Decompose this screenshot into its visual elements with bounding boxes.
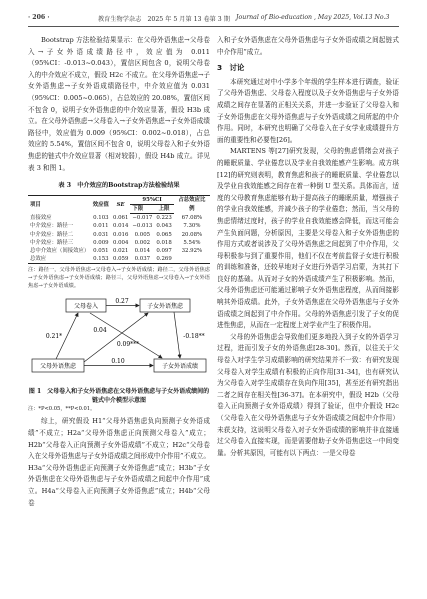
table-cell: 0.223 [156,215,172,222]
table-cell [174,255,210,264]
table-header-effect: 效应值 [91,195,111,213]
table-body [28,214,210,264]
table-header-lower: 下限 [130,204,154,213]
table-cell: 0.269 [156,256,172,263]
label-parent-anxiety: 父母外语焦虑 [39,363,77,371]
mediation-figure [28,294,210,386]
table-cell: 0.021 [112,247,129,254]
table-cell: 5.54% [183,239,201,246]
table-header-ci: 95%CI [130,195,173,204]
table-row [28,231,210,239]
label-child-anxiety: 子女外语焦虑 [146,303,184,311]
table-row [28,255,210,264]
table-cell: 0.051 [93,247,109,254]
right-column [217,35,399,459]
coef-top: 0.27 [115,298,129,306]
table-cell: 直接效应 [30,214,52,221]
section-heading-discussion: 3 讨论 [217,63,245,73]
mediation-diagram [28,294,210,386]
coef-bottom: 0.10 [111,358,125,366]
table-row [28,239,210,247]
table-cell: 0.065 [156,231,172,238]
arrow-inv-to-score [90,313,162,358]
figure-caption: 图 1 父母卷入和子女外语焦虑在父母外语焦虑与子女外语成绩间的链式中介模型示意图 [28,388,210,405]
table-cell: 32.92% [181,247,203,254]
arrow-panx-to-canx [84,313,148,362]
figure-note: 注：*P<0.05，**P<0.01。 [28,406,96,413]
table-cell: 0.103 [93,214,109,221]
paragraph-continued: 入和子女外语焦虑在父母外语焦虑与子女外语成绩之间起链式中介作用”成立。 [217,36,399,56]
table-cell: 总效应 [28,255,91,264]
journal-title-cn: 教育生物学杂志 2025 年 5 月第 13 卷第 3 期 [98,16,230,23]
table-header-ratio: 占总效应比例 [174,195,210,213]
table-header-se: SE [111,195,130,213]
table-cell: 中介效应：路径一 [30,223,74,230]
table-note: 注：路径一，父母外语焦虑→父母卷入→子女外语成绩；路径二，父母外语焦虑→子女外语焦虑→子女外语成绩；路径三，父母外语焦虑→父母卷入→子女外语焦虑→子女外语成绩。 [28,267,210,290]
table-title: 表 3 中介效应的Bootstrap方法检验结果 [58,182,180,190]
paragraph-discussion-1: 本研究通过对中小学多个年级的学生样本进行调查，验证了父母外语焦虑、父母卷入程度以及子女外语焦虑与子女外语成绩之间存在显著的正相关关系，并进一步验证了父母卷入和子女外语焦虑在父母外语焦虑与子女外语成绩之间所起的中介作用。同时，本研究也明确了父母卷入在子女学业成绩提升方面的重要性和必要性[26]。 [217,77,399,144]
label-child-score: 子女外语成绩 [161,363,199,371]
paragraph-discussion-3: 父母的外语焦虑会导致他们更多地投入到子女的外语学习过程，进而引发子女的外语焦虑[28-30]。然而，以往关于父母卷入对学生学习成绩影响的研究结果并不一致：有研究发现父母卷入对学生成绩有积极的正向作用[31-34]，也有研究认为父母卷入对学生成绩存在负向作用[35]，甚至还有研究指出二者之间存在相关性[36-37]。在本研究中，假设 H2b（父母卷入正向预测子女外语成绩）得到了验证，但中介假设 H2c（父母卷入在父母外语焦虑与子女外语成绩之间起中介作用）未获支持，这说明父母卷入对子女外语成绩的影响并非直接通过父母卷入直接实现，而是需要借助子女外语焦虑这一中间变量。分析其原因，可能有以下两点：一是父母卷 [217,332,399,457]
journal-title-en: Journal of Bio-education , May 2025, Vol.13 No.3 [236,14,390,21]
paragraph-discussion-2: MARTENS 等[27]研究发现，父母的焦虑情绪会对孩子的睡眠质量、学业倦怠以及学业自我效能感产生影响。成方琪[12]的研究则表明，教育焦虑和孩子的睡眠质量、学业倦怠以及学业自我效能感之间存在着一种倒 U 型关系。具体而言，适度的父母教育焦虑能够有助于提高孩子的睡眠质量，增强孩子的学业自我效能感，并减少孩子的学业倦怠；然而，当父母的焦虑情绪过度时，孩子的学业自我效能感会降低，而这可能会产生负面问题，分析原因，主要是父母卷入和子女外语焦虑的作用方式或者说涉及了父母外语焦虑之间起到了中介作用，父母积极参与到了重要作用，他们不仅在考前监督子女进行积极的训练和准备，还较早地对子女进行外语学习启蒙，为其打下良好的基础。从而对子女的外语成绩产生了积极影响。然而，父母外语焦虑还可能通过影响子女外语焦虑程度，从而间接影响其外语成绩。此外，子女外语焦虑在父母外语焦虑与子女外语成绩之间起到了中介作用。父母的外语焦虑引发了子女的促进性焦虑，从而在一定程度上对学业产生了积极作用。 [217,147,399,330]
table-cell: 0.097 [156,247,172,254]
table-header-path: 项目 [28,195,91,213]
table-cell: 0.005 [134,231,151,238]
coef-right: -0.18** [183,333,205,341]
table-cell: 0.016 [112,231,129,238]
table-cell: 0.011 [93,223,109,230]
table-cell: 0.043 [156,223,172,230]
table-cell: 0.014 [112,223,129,230]
table-cell: 0.059 [112,256,129,263]
table-row [28,214,210,223]
running-header [28,12,399,26]
table-cell: 67.08% [181,214,203,221]
coef-mid2: 0.09*** [116,341,140,349]
table-cell: 0.014 [134,247,151,254]
header-rule [28,26,399,27]
table-row [28,222,210,230]
table-cell: 0.009 [93,239,109,246]
paragraph-bootstrap-results: Bootstrap 方法检验结果显示：在父母外语焦虑→父母卷入→子女外语成绩路径中，效应值为 0.011（95%CI：-0.013~0.043），置信区间包含 0，说明父母卷入的中介效应不成立，假设 H2c 不成立。在父母外语焦虑→子女外语焦虑→子女外语成绩路径中，中介效应值为 0.031（95%CI：0.005~0.065），占总效应的 20.08%，置信区间不包含 0，说明子女外语焦虑的中介效应显著，假设 H3b 成立。在父母外语焦虑→父母卷入→子女外语焦虑→子女外语成绩路径中，效应值为 0.009（95%CI：0.002~0.018），占总效应的 5.54%，置信区间不包含 0，说明父母卷入和子女外语焦虑的链式中介效应显著（相对较弱），假设 H4b 成立。详见表 3 和图 1。 [28,36,210,172]
left-column [28,35,210,509]
table-cell: −0.017 [132,215,153,222]
table-cell: 7.30% [183,223,201,230]
table-row [28,247,210,255]
table-cell: −0.013 [132,223,153,230]
table-cell: 总中介效应（间接效应） [30,247,90,254]
table-cell: 0.031 [93,231,109,238]
table-cell: 0.002 [134,239,151,246]
paragraph-summary: 综上，研究假设 H1“父母外语焦虑负向预测子女外语成绩”不成立；H2a“父母外语焦虑正向预测父母卷入”成立；H2b“父母卷入正向预测子女外语成绩”不成立；H2c“父母卷入在父母外语焦虑与子女外语成绩之间形成中介作用”不成立。H3a“父母外语焦虑正向预测子女外语焦虑”成立；H3b“子女外语焦虑在父母外语焦虑与子女外语成绩之间起中介作用”成立。H4a“父母卷入正向预测子女外语焦虑”成立；H4b“父母卷 [28,417,210,507]
mediation-table [28,195,210,265]
page-number: · 206 · [28,14,50,21]
table-header-upper: 上限 [154,204,173,213]
table-cell: 0.061 [112,214,129,221]
table-cell: 0.153 [91,255,111,264]
table-cell: 20.08% [181,231,203,238]
arrow-canx-to-score [174,312,180,358]
table-cell: 0.004 [112,239,129,246]
table-cell: 中介效应：路径二 [30,231,74,238]
table-cell: 0.018 [156,239,172,246]
label-parent-involvement: 父母卷入 [73,303,99,311]
table-cell: 0.037 [130,255,154,264]
coef-mid1: 0.04 [93,327,107,335]
table-cell: 中介效应：路径三 [30,239,74,246]
coef-left: 0.21* [45,333,63,341]
